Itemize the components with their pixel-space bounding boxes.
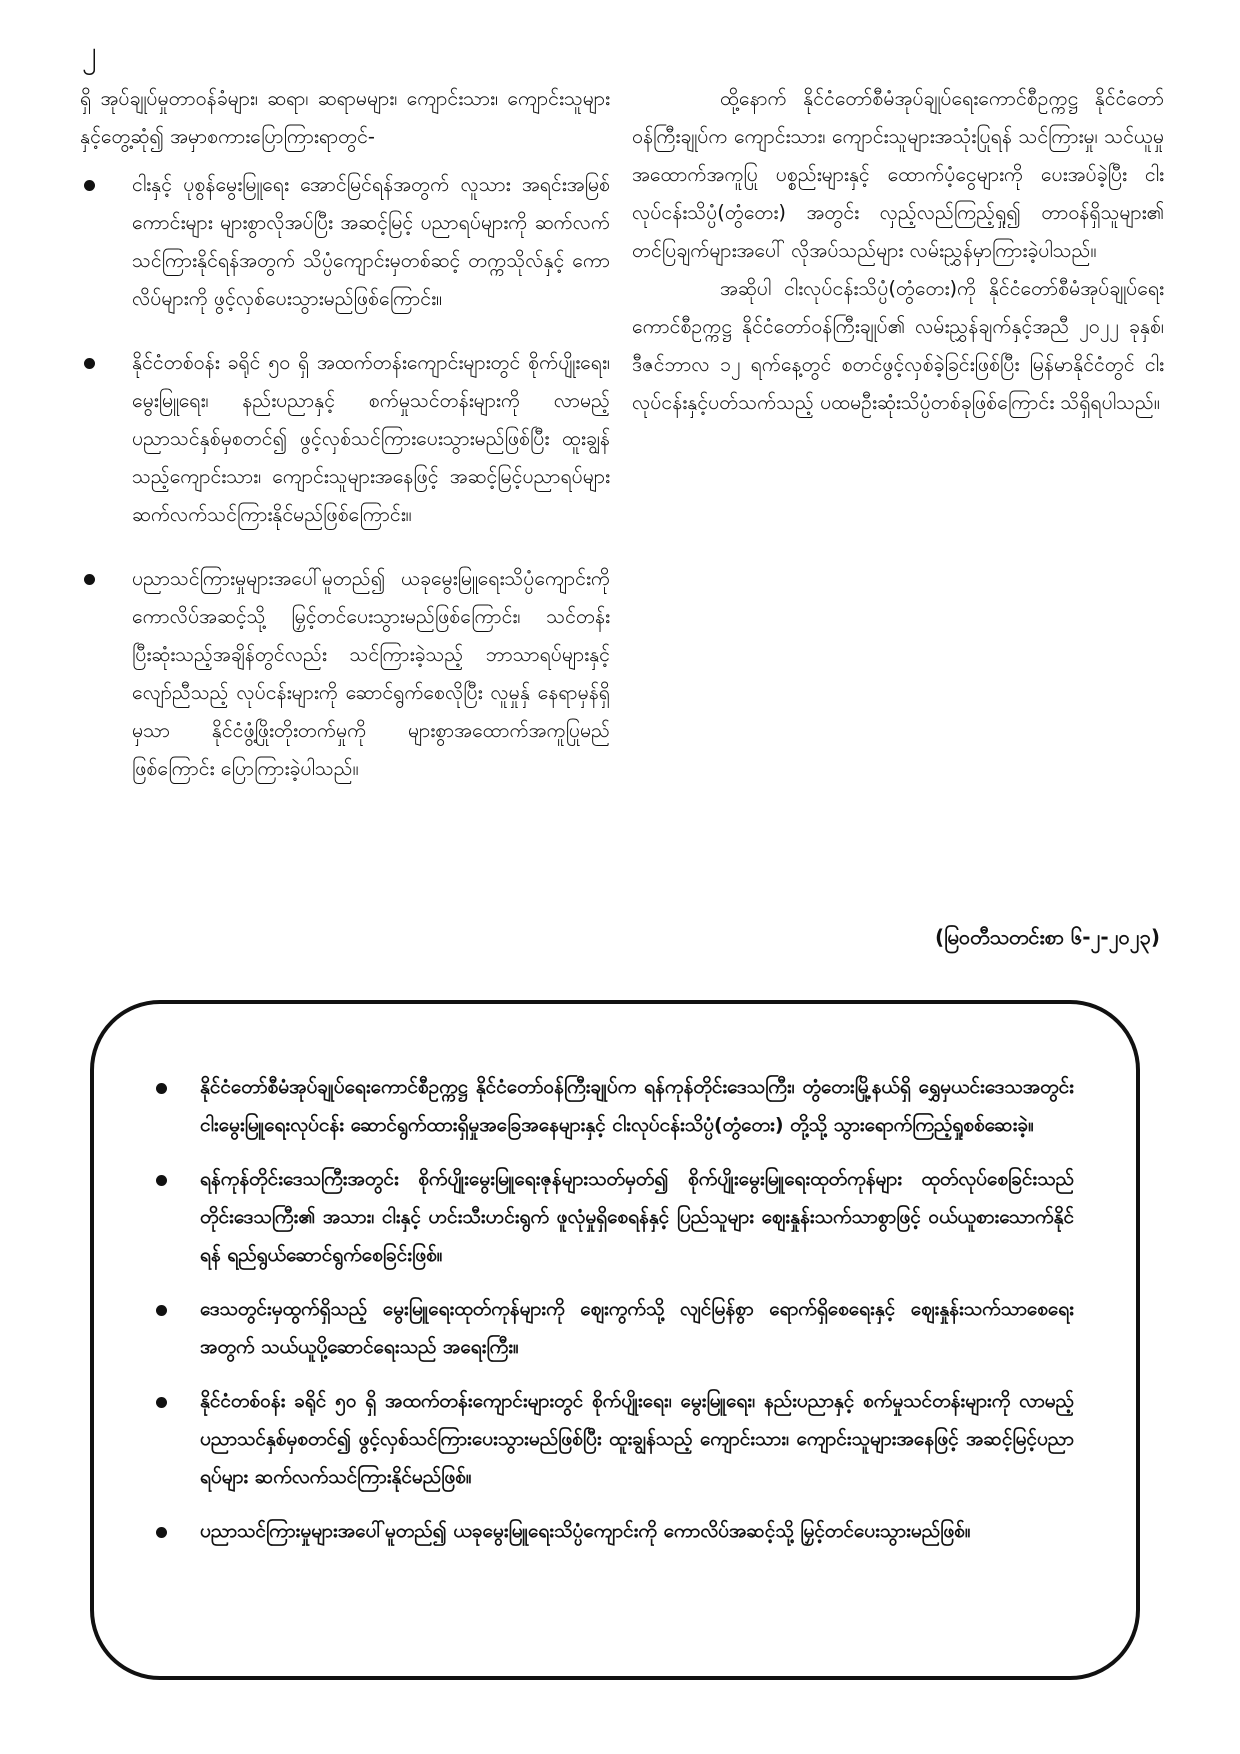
intro-paragraph: ရှိ အုပ်ချုပ်မှုတာဝန်ခံများ၊ ဆရာ၊ ဆရာမများ၊ ကျောင်းသား၊ ကျောင်းသူများနှင့်တွေ့ဆုံ၍ အမှာစကားပြောကြားရာတွင်- [80, 87, 610, 148]
list-item-text: ရန်ကုန်တိုင်းဒေသကြီးအတွင်း စိုက်ပျိုးမွေးမြူရေးဇုန်များသတ်မှတ်၍ စိုက်ပျိုးမွေးမြူရေးထုတ်ကုန်များ ထုတ်လုပ်စေခြင်းသည် တိုင်းဒေသကြီး၏ အသား၊ ငါးနှင့် ဟင်းသီးဟင်းရွက် ဖူလုံမှုရှိစေရန်နှင့် ပြည်သူများ ဈေးနှုန်းသက်သာစွာဖြင့် ဝယ်ယူစားသောက်နိုင်ရန် ရည်ရွယ်ဆောင်ရွက်စေခြင်းဖြစ်။ [200, 1168, 1074, 1266]
list-item-text: ပညာသင်ကြားမှုများအပေါ်မူတည်၍ ယခုမွေးမြူရေးသိပ္ပံကျောင်းကို ကောလိပ်အဆင့်သို့ မြှင့်တင်ပေးသွားမည်ဖြစ်။ [200, 1520, 971, 1542]
bullet-icon [156, 1527, 167, 1538]
page-number: ၂ [82, 35, 97, 70]
bullet-icon [156, 1083, 167, 1094]
bullet-icon [84, 574, 95, 585]
list-item [80, 166, 610, 318]
bullet-icon [156, 1305, 167, 1316]
body-paragraph: ထို့နောက် နိုင်ငံတော်စီမံအုပ်ချုပ်ရေးကောင်စီဥက္ကဋ္ဌ နိုင်ငံတော်ဝန်ကြီးချုပ်က ကျောင်းသား၊ ကျောင်းသူများအသုံးပြုရန် သင်ကြားမှု၊ သင်ယူမှုအထောက်အကူပြု ပစ္စည်းများနှင့် ထောက်ပံ့ငွေများကို ပေးအပ်ခဲ့ပြီး ငါးလုပ်ငန်းသိပ္ပံ(တွံတေး) အတွင်း လှည့်လည်ကြည့်ရှု၍ တာဝန်ရှိသူများ၏ တင်ပြချက်များအပေါ် လိုအပ်သည်များ လမ်းညွှန်မှာကြားခဲ့ပါသည်။ [632, 87, 1164, 262]
list-item [156, 1382, 1074, 1496]
left-column [80, 80, 610, 814]
right-column [632, 80, 1164, 422]
list-item-text: ပညာသင်ကြားမှုများအပေါ်မူတည်၍ ယခုမွေးမြူရေးသိပ္ပံကျောင်းကို ကောလိပ်အဆင့်သို့ မြှင့်တင်ပေးသွားမည်ဖြစ်ကြောင်း၊ သင်တန်းပြီးဆုံးသည့်အချိန်တွင်လည်း သင်ကြားခဲ့သည့် ဘာသာရပ်များနှင့်လျော်ညီသည့် လုပ်ငန်းများကို ဆောင်ရွက်စေလိုပြီး လူမှုနှ် နေရာမှန်ရှိမှသာ နိုင်ငံဖွံ့ဖြိုးတိုးတက်မှုကို များစွာအထောက်အကူပြုမည်ဖြစ်ကြောင်း ပြောကြားခဲ့ပါသည်။ [132, 567, 610, 780]
list-item-text: နိုင်ငံတစ်ဝန်း ခရိုင် ၅၀ ရှိ အထက်တန်းကျောင်းများတွင် စိုက်ပျိုးရေး၊ မွေးမြူရေး၊ နည်းပညာနှင့် စက်မှုသင်တန်းများကို လာမည့်ပညာသင်နှစ်မှစတင်၍ ဖွင့်လှစ်သင်ကြားပေးသွားမည်ဖြစ်ပြီး ထူးချွန်သည့်ကျောင်းသား၊ ကျောင်းသူများအနေဖြင့် အဆင့်မြင့်ပညာရပ်များ ဆက်လက်သင်ကြားနိုင်မည်ဖြစ်ကြောင်း။ [132, 351, 610, 526]
bullet-icon [84, 180, 95, 191]
summary-box [90, 1000, 1140, 1680]
list-item-text: ဒေသတွင်းမှထွက်ရှိသည့် မွေးမြူရေးထုတ်ကုန်များကို ဈေးကွက်သို့ လျင်မြန်စွာ ရောက်ရှိစေရေးနှင့် ဈေးနှုန်းသက်သာစေရေးအတွက် သယ်ယူပို့ဆောင်ရေးသည် အရေးကြီး။ [200, 1298, 1074, 1358]
body-paragraph: အဆိုပါ ငါးလုပ်ငန်းသိပ္ပံ(တွံတေး)ကို နိုင်ငံတော်စီမံအုပ်ချုပ်ရေးကောင်စီဥက္ကဋ္ဌ နိုင်ငံတော်ဝန်ကြီးချုပ်၏ လမ်းညွှန်ချက်နှင့်အညီ ၂၀၂၂ ခုနှစ်၊ ဒီဇင်ဘာလ ၁၂ ရက်နေ့တွင် စတင်ဖွင့်လှစ်ခဲ့ခြင်းဖြစ်ပြီး မြန်မာနိုင်ငံတွင် ငါးလုပ်ငန်းနှင့်ပတ်သက်သည့် ပထမဦးဆုံးသိပ္ပံတစ်ခုဖြစ်ကြောင်း သိရှိရပါသည်။ [632, 277, 1164, 414]
bullet-icon [156, 1397, 167, 1408]
list-item [80, 560, 610, 788]
list-item-text: နိုင်ငံတစ်ဝန်း ခရိုင် ၅၀ ရှိ အထက်တန်းကျောင်းများတွင် စိုက်ပျိုးရေး၊ မွေးမြူရေး၊ နည်းပညာနှင့် စက်မှုသင်တန်းများကို လာမည့်ပညာသင်နှစ်မှစတင်၍ ဖွင့်လှစ်သင်ကြားပေးသွားမည်ဖြစ်ပြီး ထူးချွန်သည့် ကျောင်းသား၊ ကျောင်းသူများအနေဖြင့် အဆင့်မြင့်ပညာရပ်များ ဆက်လက်သင်ကြားနိုင်မည်ဖြစ်။ [200, 1390, 1074, 1488]
bullet-icon [84, 358, 95, 369]
list-item [156, 1068, 1074, 1144]
bullet-icon [156, 1175, 167, 1186]
list-item-text: နိုင်ငံတော်စီမံအုပ်ချုပ်ရေးကောင်စီဥက္ကဋ္ဌ နိုင်ငံတော်ဝန်ကြီးချုပ်က ရန်ကုန်တိုင်းဒေသကြီး၊ တွံတေးမြို့နယ်ရှိ ရွှေမှယင်းဒေသအတွင်း ငါးမွေးမြူရေးလုပ်ငန်း ဆောင်ရွက်ထားရှိမှုအခြေအနေများနှင့် ငါးလုပ်ငန်းသိပ္ပံ(တွံတေး) တို့သို့ သွားရောက်ကြည့်ရှုစစ်ဆေးခဲ့။ [200, 1076, 1074, 1136]
list-item [156, 1160, 1074, 1274]
list-item [156, 1512, 1074, 1550]
list-item-text: ငါးနှင့် ပုစွန်မွေးမြူရေး အောင်မြင်ရန်အတွက် လူသား အရင်းအမြစ်ကောင်းများ များစွာလိုအပ်ပြီး အဆင့်မြင့် ပညာရပ်များကို ဆက်လက်သင်ကြားနိုင်ရန်အတွက် သိပ္ပံကျောင်းမှတစ်ဆင့် တက္ကသိုလ်နှင့် ကောလိပ်များကို ဖွင့်လှစ်ပေးသွားမည်ဖြစ်ကြောင်း။ [132, 173, 610, 310]
list-item [80, 344, 610, 534]
list-item [156, 1290, 1074, 1366]
left-bullet-list [80, 166, 610, 788]
source-citation: (မြဝတီသတင်းစာ ၆-၂-၂၀၂၃) [934, 925, 1160, 949]
summary-bullet-list [156, 1068, 1074, 1550]
